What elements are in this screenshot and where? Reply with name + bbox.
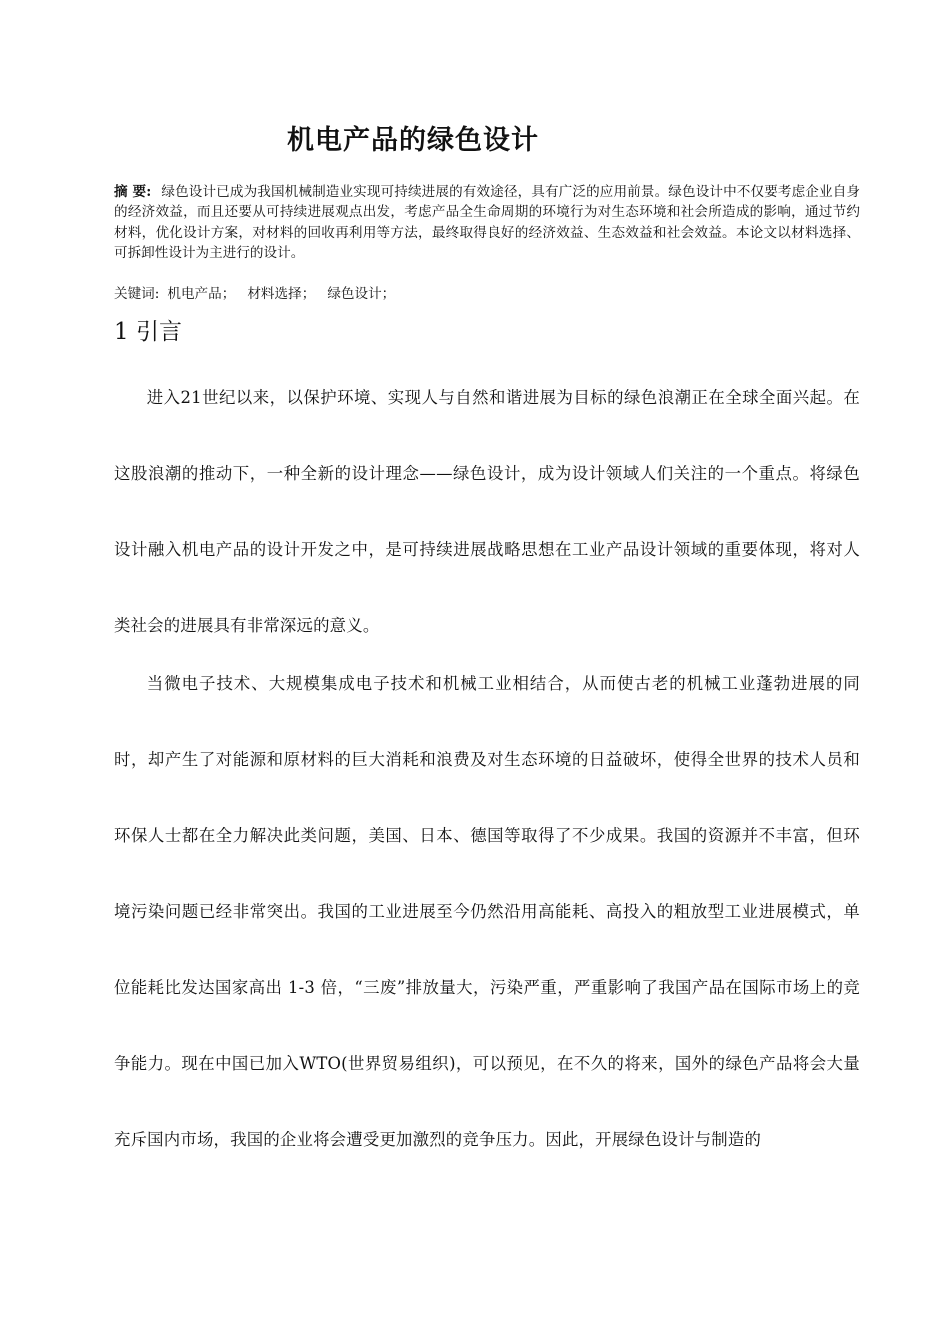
- keyword-item: 材料选择；: [247, 286, 316, 302]
- keyword-item: 绿色设计；: [327, 286, 396, 302]
- body-paragraph: 进入21世纪以来，以保护环境、实现人与自然和谐进展为目标的绿色浪潮正在全球全面兴起。在这股浪潮的推动下，一种全新的设计理念——绿色设计，成为设计领域人们关注的一个重点。将绿色设计融入机电产品的设计开发之中，是可持续进展战略思想在工业产品设计领域的重要体现，将对人类社会的进展具有非常深远的意义。: [114, 388, 860, 635]
- body-paragraph: 当微电子技术、大规模集成电子技术和机械工业相结合，从而使古老的机械工业蓬勃进展的同时，却产生了对能源和原材料的巨大消耗和浪费及对生态环境的日益破坏，使得全世界的技术人员和环保人士都在全力解决此类问题，美国、日本、德国等取得了不少成果。我国的资源并不丰富，但环境污染问题已经非常突出。我国的工业进展至今仍然沿用高能耗、高投入的粗放型工业进展模式，单位能耗比发达国家高出 1-3 倍，“三废”排放量大，污染严重，严重影响了我国产品在国际市场上的竞争能力。现在中国已加入WTO(世界贸易组织)，可以预见，在不久的将来，国外的绿色产品将会大量充斥国内市场，我国的企业将会遭受更加激烈的竞争压力。因此，开展绿色设计与制造的: [114, 674, 860, 1149]
- section-heading: 1 引言: [114, 319, 182, 345]
- document-title: 机电产品的绿色设计: [287, 125, 539, 156]
- keyword-item: 机电产品；: [167, 286, 236, 302]
- abstract: [114, 182, 860, 264]
- abstract-text: 绿色设计已成为我国机械制造业实现可持续进展的有效途径，具有广泛的应用前景。绿色设计中不仅要考虑企业自身的经济效益，而且还要从可持续进展观点出发，考虑产品全生命周期的环境行为对生态环境和社会所造成的影响，通过节约材料，优化设计方案，对材料的回收再利用等方法，最终取得良好的经济效益、生态效益和社会效益。本论文以材料选择、可拆卸性设计为主进行的设计。: [114, 184, 860, 262]
- keywords-label: 关键词:: [114, 286, 160, 302]
- abstract-label: 摘 要:: [114, 184, 152, 200]
- keywords: [114, 284, 860, 304]
